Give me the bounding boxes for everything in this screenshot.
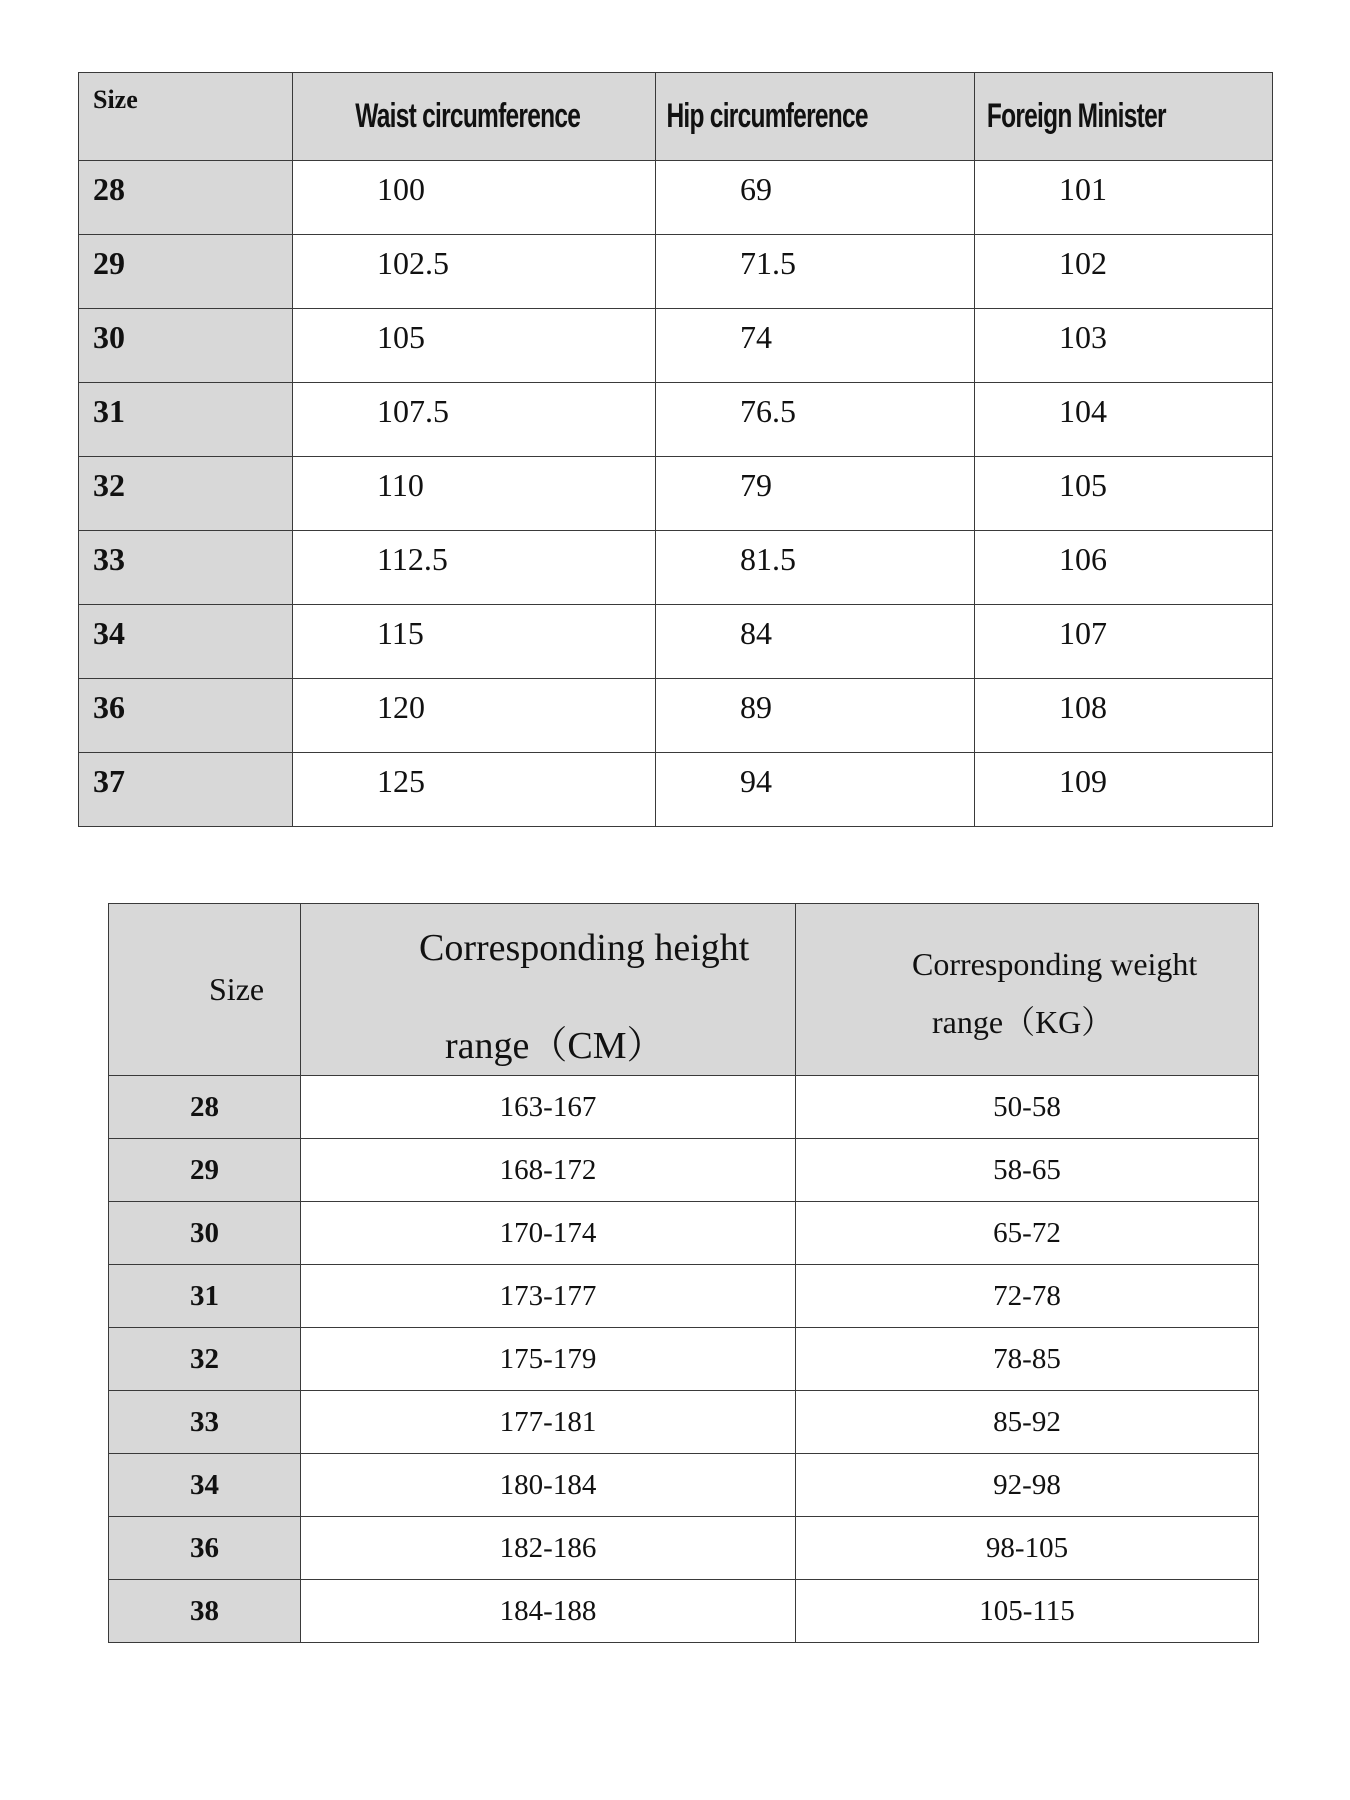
size-cell: 30 (79, 309, 293, 383)
foreign-minister-cell: 109 (975, 753, 1273, 827)
height-range-cell: 180-184 (301, 1454, 796, 1517)
height-range-cell: 182-186 (301, 1517, 796, 1580)
size-cell: 36 (79, 679, 293, 753)
height-range-cell: 177-181 (301, 1391, 796, 1454)
foreign-minister-cell: 106 (975, 531, 1273, 605)
hip-cell: 81.5 (656, 531, 975, 605)
height-range-cell: 184-188 (301, 1580, 796, 1643)
size-cell: 30 (109, 1202, 301, 1265)
hip-cell: 79 (656, 457, 975, 531)
header-size: Size (79, 73, 293, 161)
header-foreign-minister: Foreign Minister (975, 73, 1190, 161)
height-range-cell: 168-172 (301, 1139, 796, 1202)
hip-cell: 89 (656, 679, 975, 753)
size-cell: 33 (109, 1391, 301, 1454)
hip-cell: 69 (656, 161, 975, 235)
waist-cell: 100 (293, 161, 656, 235)
height-range-cell: 170-174 (301, 1202, 796, 1265)
hip-cell: 84 (656, 605, 975, 679)
header-height-line1: Corresponding height (419, 927, 750, 969)
size-cell: 33 (79, 531, 293, 605)
weight-range-cell: 92-98 (796, 1454, 1259, 1517)
foreign-minister-cell: 108 (975, 679, 1273, 753)
height-range-cell: 175-179 (301, 1328, 796, 1391)
size-cell: 34 (79, 605, 293, 679)
size-cell: 34 (109, 1454, 301, 1517)
height-weight-range-table (108, 903, 1259, 1643)
foreign-minister-cell: 104 (975, 383, 1273, 457)
waist-cell: 125 (293, 753, 656, 827)
size-cell: 38 (109, 1580, 301, 1643)
waist-cell: 110 (293, 457, 656, 531)
header-height-line2: range（CM） (445, 1025, 665, 1067)
header-size: Size (109, 904, 301, 1076)
waist-cell: 115 (293, 605, 656, 679)
foreign-minister-cell: 101 (975, 161, 1273, 235)
header-height-range (301, 904, 796, 1076)
size-measurement-table (78, 72, 1273, 827)
weight-range-cell: 98-105 (796, 1517, 1259, 1580)
foreign-minister-cell: 102 (975, 235, 1273, 309)
size-cell: 37 (79, 753, 293, 827)
size-cell: 32 (79, 457, 293, 531)
height-range-cell: 163-167 (301, 1076, 796, 1139)
weight-range-cell: 105-115 (796, 1580, 1259, 1643)
size-cell: 28 (79, 161, 293, 235)
size-cell: 31 (109, 1265, 301, 1328)
size-cell: 28 (109, 1076, 301, 1139)
table-header-row (109, 904, 1259, 1076)
foreign-minister-cell: 105 (975, 457, 1273, 531)
size-cell: 31 (79, 383, 293, 457)
waist-cell: 105 (293, 309, 656, 383)
size-cell: 29 (79, 235, 293, 309)
weight-range-cell: 50-58 (796, 1076, 1259, 1139)
height-range-cell: 173-177 (301, 1265, 796, 1328)
waist-cell: 107.5 (293, 383, 656, 457)
foreign-minister-cell: 107 (975, 605, 1273, 679)
hip-cell: 71.5 (656, 235, 975, 309)
waist-cell: 102.5 (293, 235, 656, 309)
header-waist-circumference: Waist circumference (293, 73, 554, 161)
weight-range-cell: 58-65 (796, 1139, 1259, 1202)
weight-range-cell: 65-72 (796, 1202, 1259, 1265)
weight-range-cell: 72-78 (796, 1265, 1259, 1328)
header-weight-line1: Corresponding weight (912, 946, 1198, 982)
hip-cell: 94 (656, 753, 975, 827)
header-weight-range (796, 904, 1259, 1076)
foreign-minister-cell: 103 (975, 309, 1273, 383)
hip-cell: 74 (656, 309, 975, 383)
waist-cell: 112.5 (293, 531, 656, 605)
hip-cell: 76.5 (656, 383, 975, 457)
weight-range-cell: 85-92 (796, 1391, 1259, 1454)
header-weight-line2: range（KG） (932, 1004, 1114, 1040)
size-cell: 29 (109, 1139, 301, 1202)
waist-cell: 120 (293, 679, 656, 753)
header-hip-circumference: Hip circumference (656, 73, 886, 161)
weight-range-cell: 78-85 (796, 1328, 1259, 1391)
size-cell: 36 (109, 1517, 301, 1580)
size-cell: 32 (109, 1328, 301, 1391)
table-header-row (79, 73, 1273, 161)
